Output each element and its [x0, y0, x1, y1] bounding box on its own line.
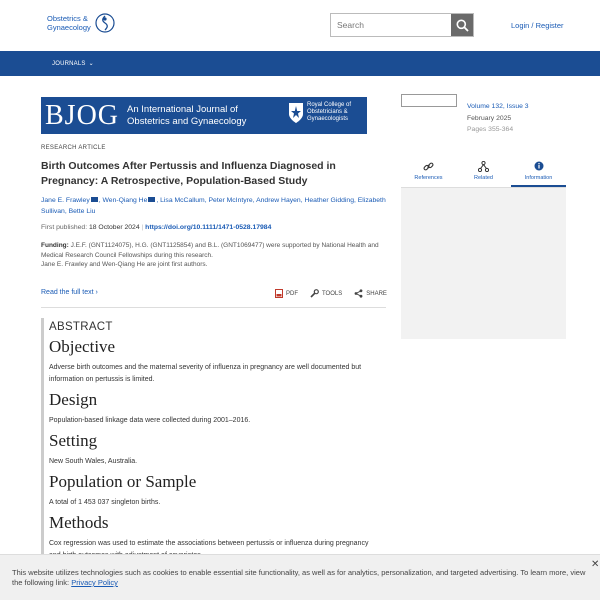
author-link[interactable]: Lisa McCallum: [160, 197, 205, 204]
divider: [41, 307, 386, 308]
setting-text: New South Wales, Australia.: [49, 458, 138, 465]
issue-info: [467, 101, 529, 136]
search-icon: [456, 19, 469, 32]
article-title: Birth Outcomes After Pertussis and Influenza Diagnosed in Pregnancy: A Retrospective, Population-Based Study: [41, 160, 336, 187]
tab-information[interactable]: Information: [511, 157, 566, 187]
wrench-icon: [310, 289, 319, 298]
rcog-logo: [288, 102, 363, 124]
funding-note: Funding: J.E.F. (GNT1124075), H.G. (GNT1125854) and B.L. (GNT1069477) were supported by National Health and Medical Research Council Fellowships during this research. Jane E. Frawley and Wen-Qiang He are joint first authors.: [41, 241, 386, 270]
methods-text: Cox regression was used to estimate the associations between pertussis or influenza during pregnancy: [49, 540, 369, 547]
issue-pages: Pages 355-364: [467, 126, 514, 133]
info-icon: [534, 161, 544, 171]
author-link[interactable]: Andrew Hayen: [256, 197, 301, 204]
close-icon[interactable]: ✕: [591, 559, 600, 570]
setting-heading: Setting: [49, 431, 98, 450]
cookie-banner: [0, 554, 600, 600]
login-register-link[interactable]: Login / Register: [511, 21, 564, 30]
objective-heading: Objective: [49, 337, 116, 356]
journals-menu[interactable]: [52, 60, 94, 67]
search-button[interactable]: [451, 14, 473, 36]
main-nav: [0, 51, 600, 76]
pdf-icon: [275, 289, 283, 298]
search-box: [330, 13, 474, 37]
information-panel: [401, 188, 566, 339]
issue-date: February 2025: [467, 114, 512, 122]
article-tools: [275, 289, 387, 298]
chevron-right-icon: ›: [95, 289, 98, 296]
methods-heading: Methods: [49, 513, 109, 532]
author-list: Jane E. Frawley , Wen-Qiang He , Lisa McCallum, Peter McIntyre, Andrew Hayen, Heather Gidding, Elizabeth Sullivan, Bette Liu: [41, 197, 386, 215]
bjog-logo: BJOG: [45, 100, 120, 131]
abstract-heading: ABSTRACT: [49, 321, 113, 333]
search-input[interactable]: [331, 14, 451, 36]
chevron-down-icon: ⌄: [88, 61, 94, 67]
author-link[interactable]: Wen-Qiang He: [102, 197, 148, 204]
author-link[interactable]: Jane E. Frawley: [41, 197, 90, 204]
volume-issue-link[interactable]: Volume 132, Issue 3: [467, 103, 529, 110]
tools-button[interactable]: TOOLS: [310, 289, 342, 298]
link-icon: [423, 161, 434, 172]
population-heading: Population or Sample: [49, 472, 197, 491]
design-text: Population-based linkage data were collected during 2001–2016.: [49, 417, 251, 424]
email-icon[interactable]: [148, 197, 155, 202]
brand-text: Obstetrics & Gynaecology: [47, 14, 91, 32]
abstract-section: [41, 318, 386, 562]
privacy-policy-link[interactable]: Privacy Policy: [71, 578, 118, 587]
author-link[interactable]: Bette Liu: [68, 207, 96, 215]
tab-related[interactable]: Related: [456, 157, 511, 187]
share-icon: [354, 289, 363, 298]
author-link[interactable]: Elizabeth Sullivan: [41, 197, 386, 215]
rcog-crest-icon: [288, 102, 304, 124]
pdf-button[interactable]: PDF: [275, 289, 298, 298]
journals-label: JOURNALS: [52, 61, 86, 67]
design-heading: Design: [49, 390, 98, 409]
publication-info: First published: 18 October 2024 | https://doi.org/10.1111/1471-0528.17984: [41, 224, 272, 231]
journal-subtitle: An International Journal of Obstetrics and Gynaecology: [127, 103, 247, 127]
population-text: A total of 1 453 037 singleton births.: [49, 499, 161, 506]
joint-authors-note: Jane E. Frawley and Wen-Qiang He are joint first authors.: [41, 261, 208, 268]
cookie-text: This website utilizes technologies such as cookies to enable essential site functionality, as well as for analytics, personalization, and targeted advertising. To learn more, view the following link: Privacy Policy: [12, 568, 586, 587]
article-type: RESEARCH ARTICLE: [41, 145, 106, 151]
journal-banner[interactable]: [41, 97, 367, 134]
author-link[interactable]: Heather Gidding: [304, 197, 354, 204]
email-icon[interactable]: [91, 197, 98, 202]
published-date: 18 October 2024: [88, 224, 140, 231]
network-icon: [478, 161, 489, 172]
rcog-text: Royal College of Obstetricians & Gynaecologists: [307, 102, 352, 122]
tab-references[interactable]: References: [401, 157, 456, 187]
site-header: [0, 0, 600, 51]
author-link[interactable]: Peter McIntyre: [208, 197, 253, 204]
share-button[interactable]: SHARE: [354, 289, 387, 298]
site-logo[interactable]: [47, 12, 115, 34]
sidebar-tabs: [401, 157, 566, 188]
issue-cover-image[interactable]: [401, 94, 457, 107]
read-full-text-link[interactable]: Read the full text ›: [41, 289, 98, 296]
objective-text: Adverse birth outcomes and the maternal severity of influenza in pregnancy are well documented but information on pertussis is limited.: [49, 364, 362, 383]
brand-emblem-icon: [95, 12, 115, 34]
doi-link[interactable]: https://doi.org/10.1111/1471-0528.17984: [145, 224, 272, 231]
